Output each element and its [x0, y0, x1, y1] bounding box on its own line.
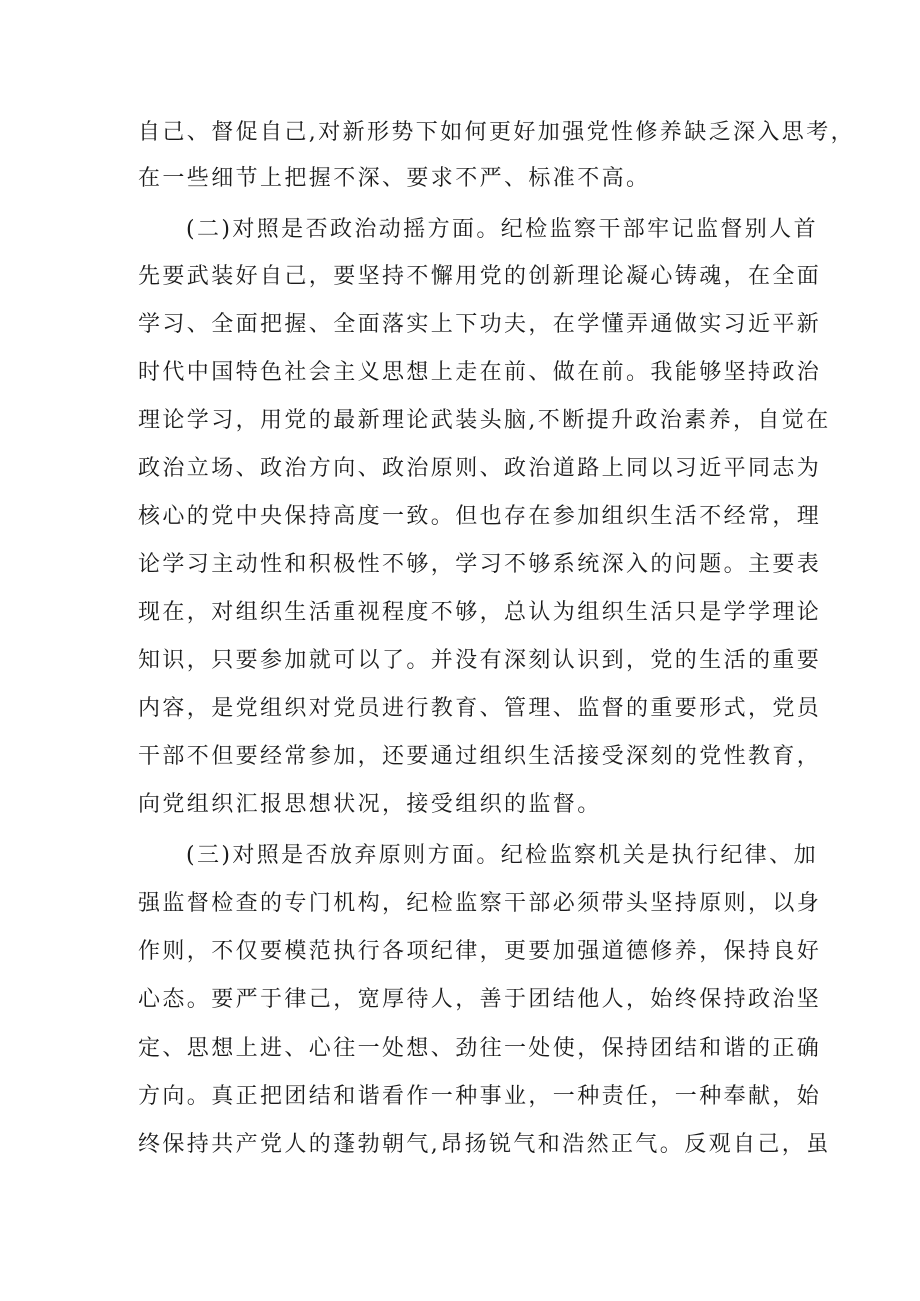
text-line: 学习、全面把握、全面落实上下功夫，在学懂弄通做实习近平新	[138, 312, 822, 337]
text-line: 时代中国特色社会主义思想上走在前、做在前。我能够坚持政治	[138, 360, 822, 385]
text-line: 内容，是党组织对党员进行教育、管理、监督的重要形式，党员	[138, 696, 822, 721]
section-heading-line: (三)对照是否放弃原则方面。纪检监察机关是执行纪律、加	[186, 843, 818, 868]
text-line: 方向。真正把团结和谐看作一种事业，一种责任，一种奉献，始	[138, 1084, 822, 1109]
text-line: 理论学习，用党的最新理论武装头脑,不断提升政治素养，自觉在	[138, 408, 831, 433]
text-line: 作则，不仅要模范执行各项纪律，更要加强道德修养，保持良好	[138, 939, 822, 964]
text-line: 论学习主动性和积极性不够，学习不够系统深入的问题。主要表	[138, 552, 822, 577]
text-line: 在一些细节上把握不深、要求不严、标准不高。	[138, 166, 651, 191]
text-line: 终保持共产党人的蓬勃朝气,昂扬锐气和浩然正气。反观自己，虽	[138, 1132, 831, 1157]
text-line: 现在，对组织生活重视程度不够，总认为组织生活只是学学理论	[138, 600, 822, 625]
text-line: 向党组织汇报思想状况，接受组织的监督。	[138, 792, 602, 817]
section-heading-line: (二)对照是否政治动摇方面。纪检监察干部牢记监督别人首	[186, 217, 818, 242]
text-line: 知识，只要参加就可以了。并没有深刻认识到，党的生活的重要	[138, 648, 822, 673]
text-line: 先要武装好自己，要坚持不懈用党的创新理论凝心铸魂，在全面	[138, 264, 822, 289]
text-line: 强监督检查的专门机构，纪检监察干部必须带头坚持原则，以身	[138, 891, 822, 916]
text-line: 心态。要严于律己，宽厚待人，善于团结他人，始终保持政治坚	[138, 987, 822, 1012]
text-line: 政治立场、政治方向、政治原则、政治道路上同以习近平同志为	[138, 456, 822, 481]
text-line: 干部不但要经常参加，还要通过组织生活接受深刻的党性教育，	[138, 744, 822, 769]
text-line: 自己、督促自己,对新形势下如何更好加强党性修养缺乏深入思考，	[138, 120, 855, 145]
text-line: 核心的党中央保持高度一致。但也存在参加组织生活不经常，理	[138, 504, 822, 529]
text-line: 定、思想上进、心往一处想、劲往一处使，保持团结和谐的正确	[138, 1036, 822, 1061]
